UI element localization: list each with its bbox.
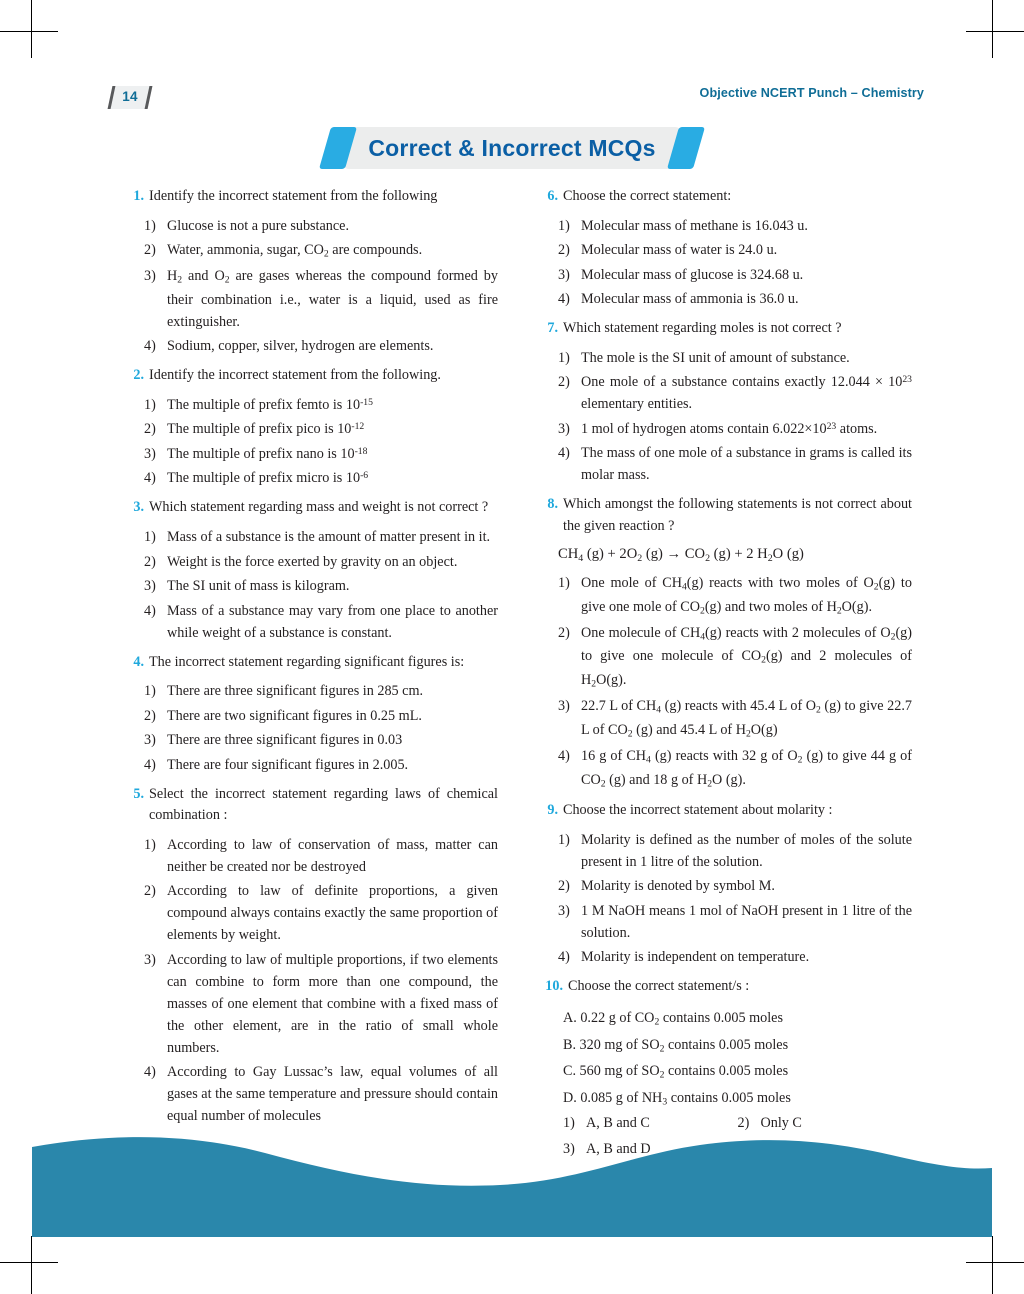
option-label: 4) <box>144 470 156 487</box>
option-label: 3) <box>558 902 570 919</box>
option-item[interactable] <box>144 834 498 878</box>
reaction-equation: $CH_4$ $(g) + 2O_2$ $(g) \to CO_2$ (g) + 2 $H_2O$ (g) <box>558 546 804 565</box>
question-stem: Choose the correct statement/s : <box>568 978 750 995</box>
option-list <box>122 526 498 644</box>
statement-item: C. 560 mg of $SO_2$ contains 0.005 moles <box>563 1063 789 1081</box>
option-label: 2) <box>144 553 156 570</box>
crop-mark-bottom-left-horizontal <box>0 1262 58 1263</box>
option-list <box>536 215 912 311</box>
answer-choice-label: 2) <box>737 1115 750 1132</box>
banner-plate <box>342 127 681 169</box>
option-item[interactable] <box>144 239 498 263</box>
option-label: 4) <box>144 756 156 773</box>
option-label: 1) <box>558 217 570 234</box>
option-label: 2) <box>558 624 570 641</box>
crop-mark-top-right-vertical <box>992 0 993 58</box>
answer-choice-text: A, B and D <box>586 1140 651 1157</box>
option-label: 3) <box>558 266 570 283</box>
option-label: 3) <box>558 698 570 715</box>
option-text: The multiple of prefix pico is $10^{-12}$ <box>167 421 365 438</box>
option-item[interactable] <box>558 572 912 619</box>
question-1 <box>122 186 498 208</box>
option-item[interactable] <box>144 680 498 702</box>
option-label: 2) <box>144 883 156 900</box>
option-item[interactable] <box>144 705 498 727</box>
option-label: 1) <box>144 683 156 700</box>
question-number: 10. <box>545 978 563 995</box>
option-item[interactable] <box>558 215 912 237</box>
option-label: 3) <box>144 268 156 285</box>
question-10 <box>536 976 912 998</box>
option-text: According to law of conservation of mass, matter can neither be created nor be destroyed <box>167 836 498 875</box>
running-head <box>110 86 924 112</box>
question-number: 5. <box>133 785 144 802</box>
option-label: 4) <box>558 748 570 765</box>
option-text: The multiple of prefix femto is $10^{-15}$ <box>167 396 373 413</box>
crop-mark-bottom-left-vertical <box>31 1236 32 1294</box>
option-text: 22.7 L of $CH_4$ (g) reacts with 45.4 L of $O_2$ (g) to give 22.7 L of $CO_2$ (g) and 45.4 L of $H_2O(g)$ <box>581 698 912 740</box>
question-stem: Which statement regarding moles is not correct ? <box>563 320 842 337</box>
book-title: Objective NCERT Punch – Chemistry <box>699 86 924 100</box>
option-label: 3) <box>144 578 156 595</box>
option-label: 1) <box>144 396 156 413</box>
question-9 <box>536 800 912 822</box>
option-text: Molecular mass of water is 24.0 u. <box>581 242 778 259</box>
option-item[interactable] <box>144 551 498 573</box>
answer-choice-label: 1) <box>563 1115 575 1132</box>
option-list <box>122 394 498 490</box>
option-text: There are two significant figures in 0.25 mL. <box>167 707 422 724</box>
option-label: 2) <box>558 374 570 391</box>
crop-mark-top-left-vertical <box>31 0 32 58</box>
option-label: 2) <box>558 242 570 259</box>
option-text: One molecule of $CH_4(g)$ reacts with 2 molecules of $O_2(g)$ to give one molecule of $CO_2(g)$ and 2 molecules of $H_2O(g)$. <box>581 624 912 690</box>
option-label: 4) <box>558 949 570 966</box>
option-list <box>122 680 498 776</box>
option-item[interactable] <box>144 754 498 776</box>
option-text: The multiple of prefix micro is $10^{-6}$ <box>167 470 369 487</box>
option-text: 1 M NaOH means 1 mol of NaOH present in 1 litre of the solution. <box>581 902 912 941</box>
statement-item: B. 320 mg of $SO_2$ contains 0.005 moles <box>563 1036 789 1055</box>
question-2 <box>122 365 498 387</box>
question-number: 7. <box>547 320 558 337</box>
option-item[interactable] <box>558 875 912 897</box>
option-text: One mole of $CH_4(g)$ reacts with two moles of $O_2(g)$ to give one mole of $CO_2(g)$ and two moles of $H_2O(g)$. <box>581 574 912 617</box>
option-label: 1) <box>144 217 156 234</box>
option-label: 1) <box>558 574 570 591</box>
option-item[interactable] <box>558 829 912 873</box>
option-text: Molarity is denoted by symbol M. <box>581 878 775 895</box>
question-stem: Select the incorrect statement regarding laws of chemical combination : <box>149 785 498 824</box>
page-folio-slab <box>108 86 153 109</box>
question-number: 9. <box>547 802 558 819</box>
question-3 <box>122 497 498 519</box>
option-label: 3) <box>558 420 570 437</box>
page-number: 14 <box>122 88 138 104</box>
question-6 <box>536 186 912 208</box>
option-text: There are three significant figures in 0.03 <box>167 732 403 749</box>
option-text: There are four significant figures in 2.005. <box>167 756 409 773</box>
question-number: 6. <box>547 188 558 204</box>
option-text: Molecular mass of methane is 16.043 u. <box>581 217 808 234</box>
option-item[interactable] <box>558 264 912 286</box>
question-stem: The incorrect statement regarding significant figures is: <box>149 653 465 670</box>
column-right <box>536 186 912 1162</box>
option-text: According to Gay Lussac’s law, equal volumes of all gases at the same temperature and pressure should contain equal number of molecules <box>167 1064 498 1125</box>
answer-choice-label: 3) <box>563 1140 575 1157</box>
answer-choice-text: Only C <box>760 1115 802 1132</box>
question-7 <box>536 318 912 340</box>
option-text: Molarity is independent on temperature. <box>581 949 810 966</box>
option-label: 4) <box>558 291 570 308</box>
crop-mark-top-left-horizontal <box>0 31 58 32</box>
option-item[interactable] <box>558 347 912 369</box>
question-stem: Which amongst the following statements is not correct about the given reaction ? <box>563 496 912 534</box>
option-item[interactable] <box>558 622 912 693</box>
option-label: 1) <box>558 831 570 848</box>
option-label: 3) <box>144 445 156 462</box>
option-text: Weight is the force exerted by gravity on an object. <box>167 553 458 570</box>
question-8 <box>536 494 912 537</box>
option-item[interactable] <box>144 394 498 416</box>
option-text: The SI unit of mass is kilogram. <box>167 578 350 595</box>
option-list <box>536 347 912 487</box>
question-number: 3. <box>133 499 144 516</box>
option-item[interactable] <box>144 335 498 357</box>
option-item[interactable] <box>144 443 498 465</box>
question-stem: Which statement regarding mass and weight is not correct ? <box>149 499 489 516</box>
question-number: 1. <box>133 188 144 204</box>
statement-item: A. 0.22 g of $CO_2$ contains 0.005 moles <box>563 1010 783 1028</box>
option-label: 2) <box>558 878 570 895</box>
option-label: 1) <box>144 529 156 546</box>
option-label: 4) <box>144 1064 156 1081</box>
option-list <box>536 572 912 792</box>
option-item[interactable] <box>144 600 498 644</box>
option-label: 2) <box>144 707 156 724</box>
option-item[interactable] <box>558 695 912 742</box>
option-text: According to law of multiple proportions, if two elements can combine to form more than one compound, the masses of one element that combine with a fixed mass of the other element, are in the ratio of small whole numbers. <box>167 951 498 1056</box>
option-item[interactable] <box>144 418 498 440</box>
option-text: 16 g of $CH_4$ (g) reacts with 32 g of $O_2$ (g) to give 44 g of $CO_2$ (g) and 18 g of $H_2O$ (g). <box>581 748 912 790</box>
option-item[interactable] <box>558 442 912 486</box>
option-text: According to law of definite proportions, a given compound always contains exactly the same proportion of elements by weight. <box>167 883 498 944</box>
option-item[interactable] <box>144 949 498 1059</box>
question-stem: Choose the incorrect statement about molarity : <box>563 802 833 819</box>
footer-wave-decoration <box>0 1131 1024 1237</box>
crop-mark-bottom-right-vertical <box>992 1236 993 1294</box>
question-number: 8. <box>547 496 558 513</box>
crop-mark-top-right-horizontal <box>966 31 1024 32</box>
question-columns <box>122 186 912 1162</box>
option-label: 1) <box>144 836 156 853</box>
question-5 <box>122 784 498 827</box>
option-label: 3) <box>144 732 156 749</box>
option-label: 4) <box>558 445 570 462</box>
question-number: 2. <box>133 367 144 384</box>
option-item[interactable] <box>558 745 912 792</box>
option-text: Glucose is not a pure substance. <box>167 217 350 234</box>
section-title: Correct & Incorrect MCQs <box>368 134 656 161</box>
crop-mark-bottom-right-horizontal <box>966 1262 1024 1263</box>
option-text: Molarity is defined as the number of moles of the solute present in 1 litre of the solution. <box>581 831 912 870</box>
option-text: Molecular mass of glucose is 324.68 u. <box>581 266 804 283</box>
option-list <box>122 834 498 1128</box>
option-text: Sodium, copper, silver, hydrogen are elements. <box>167 338 434 355</box>
option-text: Molecular mass of ammonia is 36.0 u. <box>581 291 799 308</box>
option-text: Mass of a substance may vary from one place to another while weight of a substance is constant. <box>167 602 498 641</box>
option-item[interactable] <box>144 467 498 489</box>
option-item[interactable] <box>558 288 912 310</box>
option-text: The mole is the SI unit of amount of substance. <box>581 349 850 366</box>
option-label: 4) <box>144 338 156 355</box>
answer-choice-text: A, B and C <box>586 1115 650 1132</box>
option-item[interactable] <box>558 239 912 261</box>
option-text: Water, ammonia, sugar, $CO_2$ are compounds. <box>167 242 423 260</box>
option-text: The mass of one mole of a substance in grams is called its molar mass. <box>581 445 912 484</box>
option-list <box>122 215 498 358</box>
question-stem: Identify the incorrect statement from the following. <box>149 367 441 384</box>
option-text: $H_2$ and $O_2$ are gases whereas the compound formed by their combination i.e., water is a liquid, used as fire extinguisher. <box>167 268 498 330</box>
statement-item: D. 0.085 g of $NH_3$ contains 0.005 moles <box>563 1089 791 1108</box>
option-item[interactable] <box>144 1061 498 1127</box>
option-text: One mole of a substance contains exactly $12.044 \times 10^{23}$ elementary entities. <box>581 374 912 413</box>
option-text: There are three significant figures in 285 cm. <box>167 683 424 700</box>
option-item[interactable] <box>144 265 498 333</box>
option-label: 3) <box>144 951 156 968</box>
option-item[interactable] <box>558 900 912 944</box>
option-text: Mass of a substance is the amount of matter present in it. <box>167 529 491 546</box>
option-label: 2) <box>144 242 156 259</box>
section-banner <box>325 127 698 169</box>
question-stem: Identify the incorrect statement from the following <box>149 188 438 204</box>
option-item[interactable] <box>144 880 498 946</box>
option-item[interactable] <box>558 946 912 968</box>
option-list <box>536 829 912 969</box>
section-banner-wrap <box>0 127 1024 169</box>
option-text: 1 mol of hydrogen atoms contain $6.022\times 10^{23}$ atoms. <box>581 420 878 437</box>
question-number: 4. <box>133 653 144 670</box>
option-label: 4) <box>144 602 156 619</box>
option-item[interactable] <box>144 729 498 751</box>
option-item[interactable] <box>144 575 498 597</box>
option-label: 1) <box>558 349 570 366</box>
option-item[interactable] <box>144 215 498 237</box>
page-folio <box>110 85 150 109</box>
option-item[interactable] <box>558 418 912 440</box>
question-stem: Choose the correct statement: <box>563 188 732 204</box>
option-item[interactable] <box>558 371 912 415</box>
option-text: The multiple of prefix nano is $10^{-18}$ <box>167 445 368 462</box>
option-item[interactable] <box>144 526 498 548</box>
question-4 <box>122 652 498 674</box>
column-left <box>122 186 498 1162</box>
option-label: 2) <box>144 421 156 438</box>
